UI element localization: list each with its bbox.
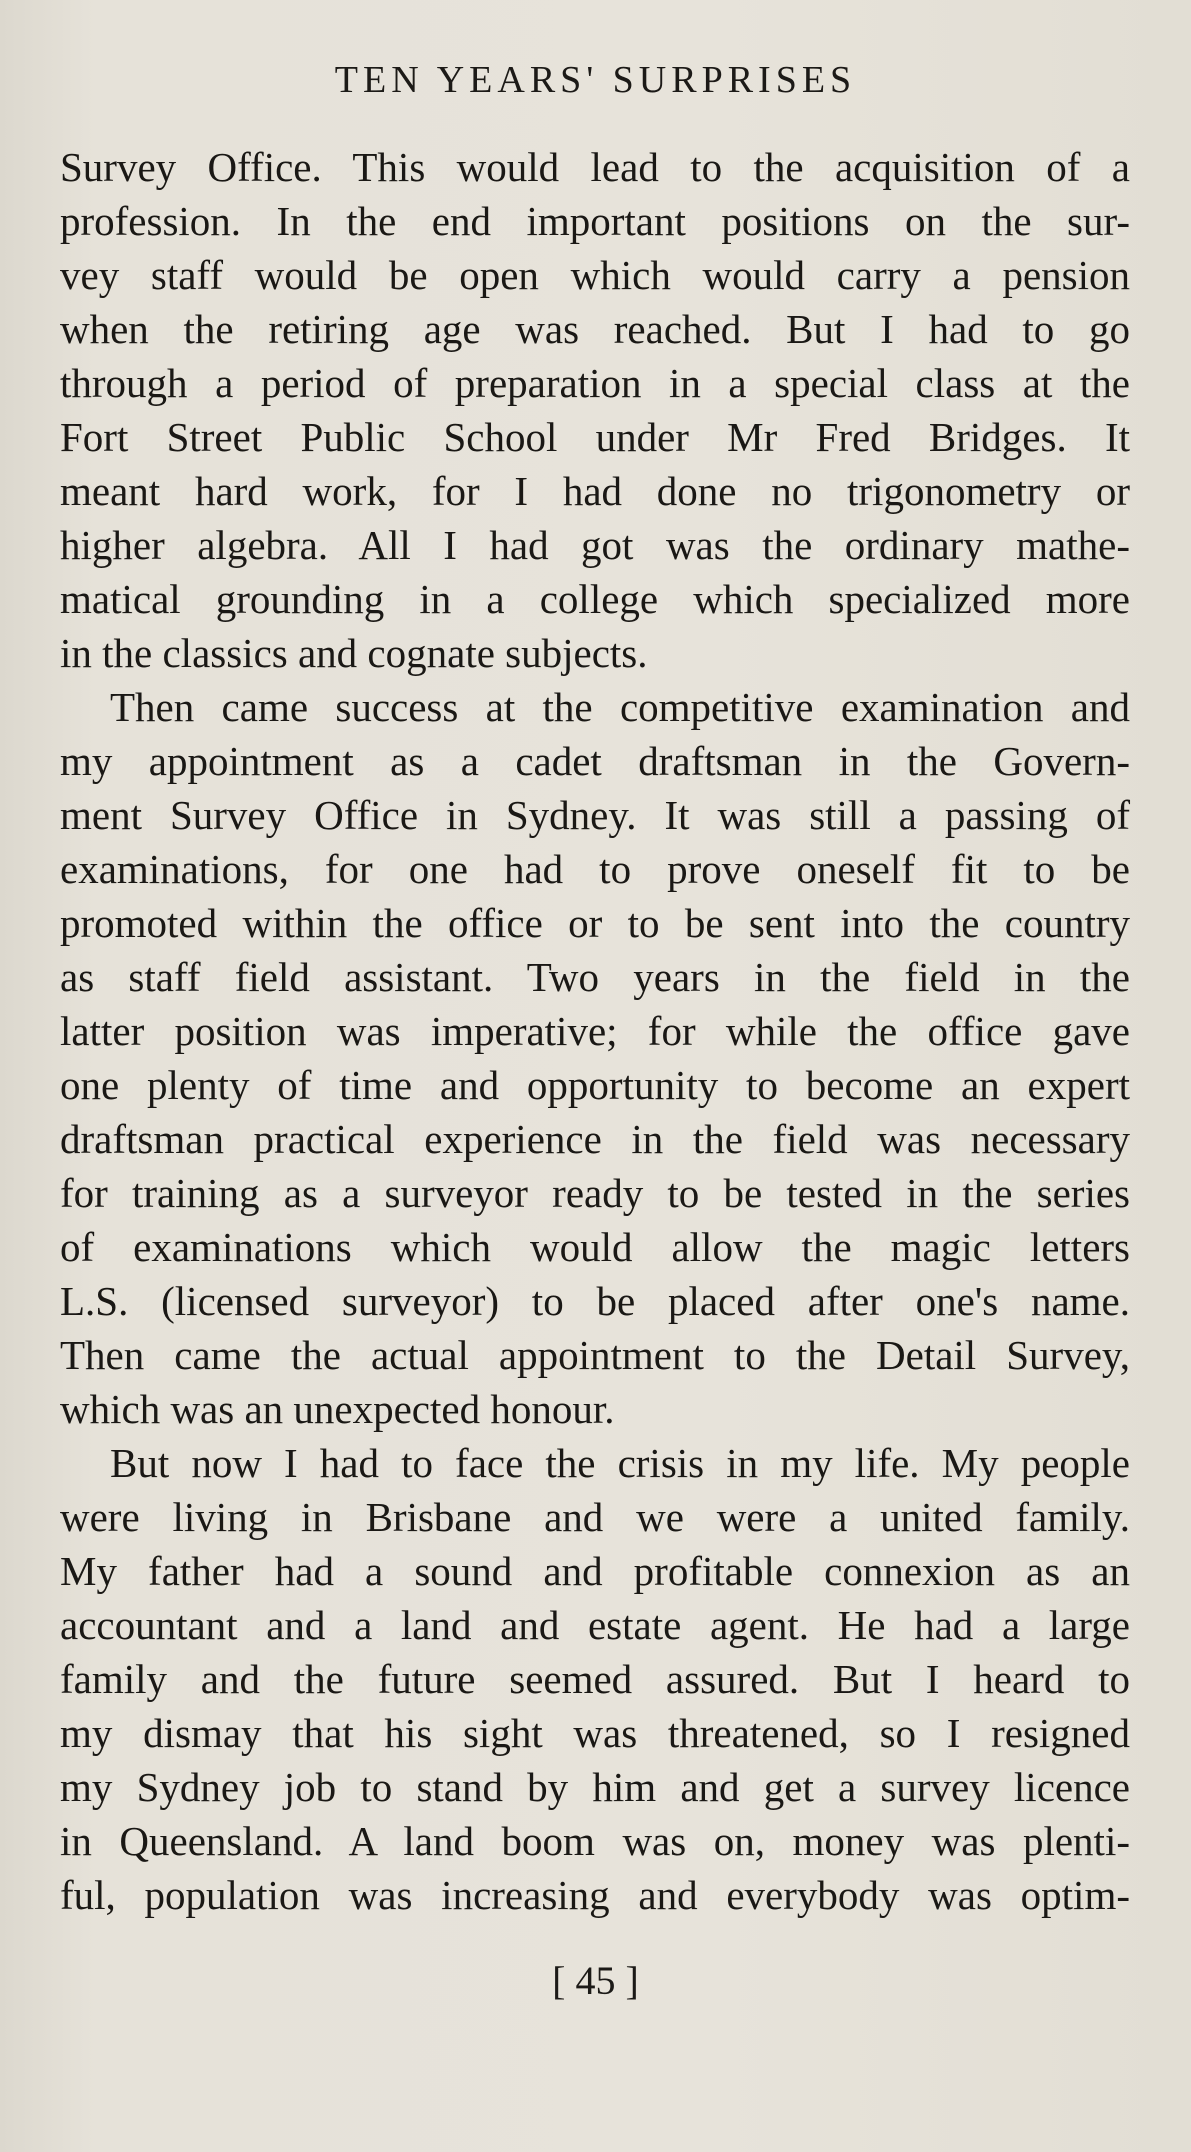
text-line: in Queensland. A land boom was on, money was plenti- [60, 1818, 1130, 1864]
text-line: one plenty of time and opportunity to become an expert [60, 1062, 1130, 1108]
text-line: my appointment as a cadet draftsman in the Govern- [60, 738, 1130, 784]
text-line: Then came the actual appointment to the Detail Survey, [60, 1332, 1130, 1378]
text-line: promoted within the office or to be sent into the country [60, 900, 1130, 946]
text-line: latter position was imperative; for while the office gave [60, 1008, 1130, 1054]
text-line: accountant and a land and estate agent. He had a large [60, 1602, 1130, 1648]
running-head: TEN YEARS' SURPRISES [334, 59, 857, 101]
text-line: my Sydney job to stand by him and get a survey licence [60, 1764, 1130, 1810]
text-line: ment Survey Office in Sydney. It was still a passing of [60, 792, 1130, 838]
text-line: vey staff would be open which would carry a pension [60, 252, 1130, 298]
text-line: matical grounding in a college which specialized more [60, 576, 1130, 622]
text-line: in the classics and cognate subjects. [60, 630, 648, 676]
text-line: My father had a sound and profitable connexion as an [60, 1548, 1130, 1594]
text-line: family and the future seemed assured. But I heard to [60, 1656, 1130, 1702]
text-line: examinations, for one had to prove oneself fit to be [60, 846, 1130, 892]
text-line: profession. In the end important positions on the sur- [60, 198, 1130, 244]
text-line: my dismay that his sight was threatened, so I resigned [60, 1710, 1130, 1756]
text-line: for training as a surveyor ready to be tested in the series [60, 1170, 1130, 1216]
text-line: when the retiring age was reached. But I had to go [60, 306, 1130, 352]
text-line: higher algebra. All I had got was the ordinary mathe- [60, 522, 1130, 568]
text-line: through a period of preparation in a special class at the [60, 360, 1130, 406]
paragraph-first-line: But now I had to face the crisis in my life. My people [110, 1440, 1130, 1486]
text-line: as staff field assistant. Two years in the field in the [60, 954, 1130, 1000]
text-line: ful, population was increasing and everybody was optim- [60, 1872, 1130, 1918]
text-line: meant hard work, for I had done no trigonometry or [60, 468, 1130, 514]
text-line: of examinations which would allow the magic letters [60, 1224, 1130, 1270]
text-line: draftsman practical experience in the field was necessary [60, 1116, 1130, 1162]
text-line: were living in Brisbane and we were a united family. [60, 1494, 1130, 1540]
text-line: L.S. (licensed surveyor) to be placed after one's name. [60, 1278, 1130, 1324]
paragraph-first-line: Then came success at the competitive examination and [110, 684, 1130, 730]
text-line: Fort Street Public School under Mr Fred Bridges. It [60, 414, 1130, 460]
text-line: which was an unexpected honour. [60, 1386, 615, 1432]
page-number: [ 45 ] [552, 1958, 639, 2003]
text-line: Survey Office. This would lead to the acquisition of a [60, 144, 1130, 190]
